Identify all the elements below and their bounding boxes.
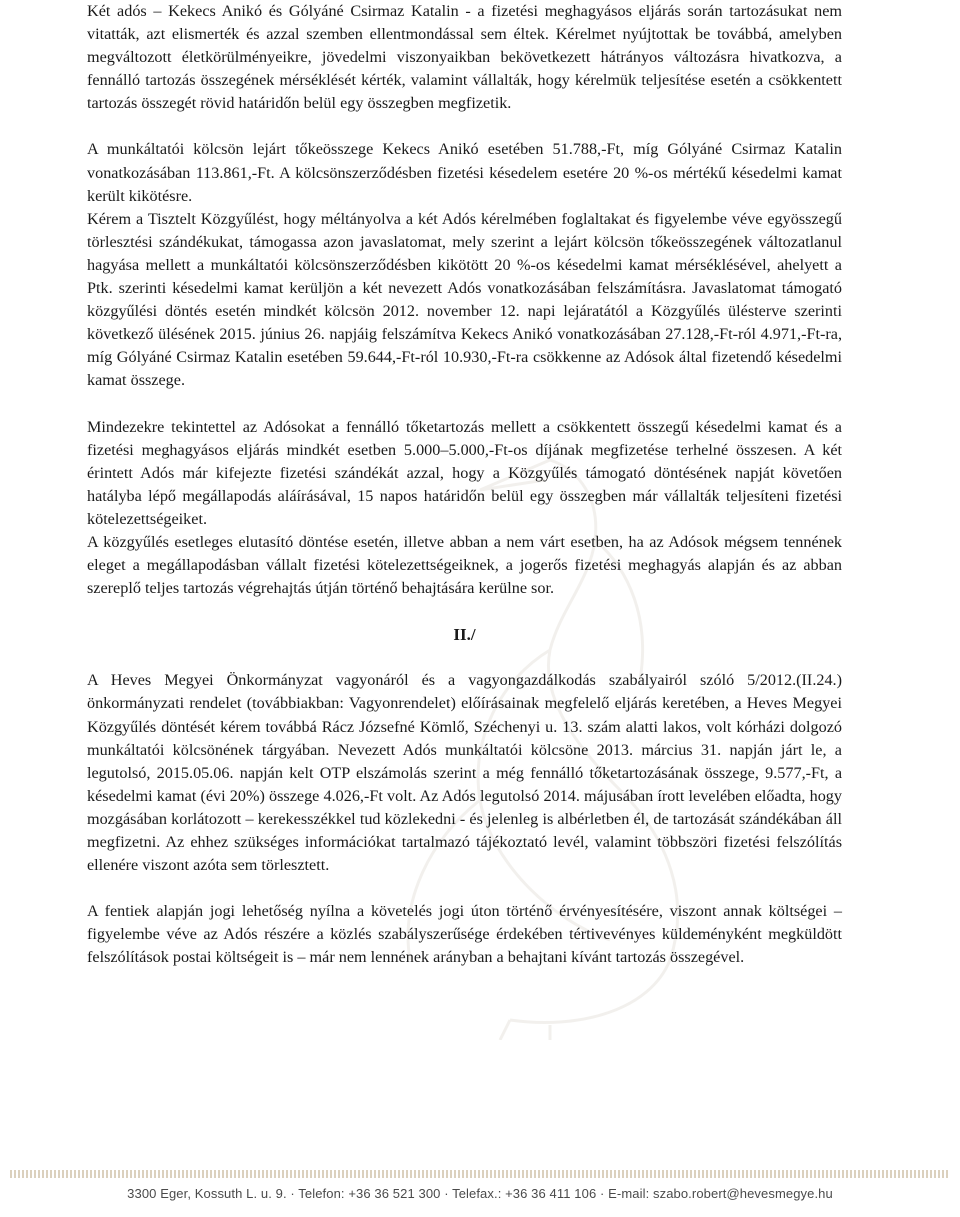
paragraph-rejection-consequences: A közgyűlés esetleges elutasító döntése esetén, illetve abban a nem várt esetben, ha az Adósok mégsem tennének eleget a megállapodásban vállalt fizetési kötelezettségeiknek, a jogerős fizetési meghagyás alapján és az abban szereplő teljes tartozás végrehajtás útján történő behajtására kerülne sor. [87, 532, 842, 598]
paragraph-legal-enforcement: A fentiek alapján jogi lehetőség nyílna a követelés jogi úton történő érvényesítésére, viszont annak költségei – figyelembe véve az Adós részére a közlés szabályszerűsége érdekében tértivevényes küldeményként megküldött felszólítások postai költségeit is – már nem lennének arányban a behajtani kívánt tartozás összegével. [87, 902, 842, 967]
footer-divider [10, 1170, 950, 1178]
section-heading: II./ [453, 625, 476, 645]
spacer [87, 877, 842, 900]
document-body [87, 0, 842, 969]
paragraph-debtors-request: Két adós – Kekecs Anikó és Gólyáné Csirmaz Katalin - a fizetési meghagyásos eljárás során tartozásukat nem vitatták, azt elismerték és azzal szemben ellentmondással sem éltek. Kérelmet nyújtottak be továbbá, amelyben megváltozott életkörülményeikre, jövedelmi viszonyaikban bekövetkezett hátrányos változásra hivatkozva, a fennálló tartozás összegének mérséklését kérték, valamint vállalták, hogy kérelmük teljesítése esetén a csökkentett tartozás összegét rövid határidőn belül egy összegben megfizetik. [87, 2, 842, 113]
letterhead-footer [0, 1148, 960, 1217]
paragraph-asset-regulation: A Heves Megyei Önkormányzat vagyonáról és a vagyongazdálkodás szabályairól szóló 5/2012.(II.24.) önkormányzati rendelet (továbbiakban: Vagyonrendelet) előírásainak megfelelő eljárás keretében, a Heves Megyei Közgyűlés döntését kérem továbbá Rácz Józsefné Kömlő, Széchenyi u. 13. szám alatti lakos, volt kórházi dolgozó munkáltatói kölcsönének tárgyában. Nevezett Adós munkáltatói kölcsöne 2013. március 31. napján járt le, a legutolsó, 2015.05.06. napján kelt OTP elszámolás szerint a még fennálló tőketartozásának összege, 9.577,-Ft, a késedelmi kamat (évi 20%) összege 4.026,-Ft volt. Az Adós legutolsó 2014. májusában írott levelében előadta, hogy mozgásában korlátozott – kerekesszékkel tud közlekedni - és jelenleg is albérletben él, de tartozását szándékában áll megfizetni. Az ehhez szükséges információkat tartalmazó tájékoztató levél, valamint többszöri fizetési felszólítás ellenére viszont azóta sem törlesztett. [87, 671, 842, 875]
spacer [87, 393, 842, 416]
spacer [87, 646, 842, 669]
paragraph-loan-principal: A munkáltatói kölcsön lejárt tőkeösszege Kekecs Anikó esetében 51.788,-Ft, míg Gólyáné Csirmaz Katalin vonatkozásában 113.861,-Ft. A kölcsönszerződésben fizetési késedelem esetére 20 %-os mértékű késedelmi kamat került kikötésre. [87, 140, 842, 205]
spacer [87, 600, 842, 623]
paragraph-payment-obligations: Mindezekre tekintettel az Adósokat a fennálló tőketartozás mellett a csökkentett összegű késedelmi kamat és a fizetési meghagyásos eljárás mindkét esetben 5.000–5.000,-Ft-os díjának megfizetése terhelné összesen. A két érintett Adós már kifejezte fizetési szándékát azzal, hogy a Közgyűlés támogató döntésének napját követően hatályba lépő megállapodás aláírásával, 15 napos határidőn belül egy összegben már vállalták teljesíteni fizetési kötelezettségeiket. [87, 417, 842, 528]
paragraph-proposal-interest: Kérem a Tisztelt Közgyűlést, hogy méltányolva a két Adós kérelmében foglaltakat és figyelembe véve egyösszegű törlesztési szándékukat, támogassa azon javaslatomat, mely szerint a lejárt kölcsön tőkeösszegének változatlanul hagyása mellett a munkáltatói kölcsönszerződésben kikötött 20 %-os késedelmi kamat mérséklésével, ahelyett a Ptk. szerinti késedelmi kamat kerüljön a két nevezett Adós vonatkozásában felszámításra. Javaslatomat támogató közgyűlési döntés esetén mindkét kölcsön 2012. november 12. napi lejáratától a Közgyűlés ülésterve szerinti következő ülésének 2015. június 26. napjáig felszámítva Kekecs Anikó vonatkozásában 27.128,-Ft-ról 4.971,-Ft-ra, míg Gólyáné Csirmaz Katalin esetében 59.644,-Ft-ról 10.930,-Ft-ra csökkenne az Adósok által fizetendő késedelmi kamat összege. [87, 209, 842, 390]
footer-contact-line: 3300 Eger, Kossuth L. u. 9. · Telefon: +36 36 521 300 · Telefax.: +36 36 411 106 · E-mail: szabo.robert@hevesmegye.hu [127, 1186, 833, 1201]
spacer [87, 115, 842, 138]
